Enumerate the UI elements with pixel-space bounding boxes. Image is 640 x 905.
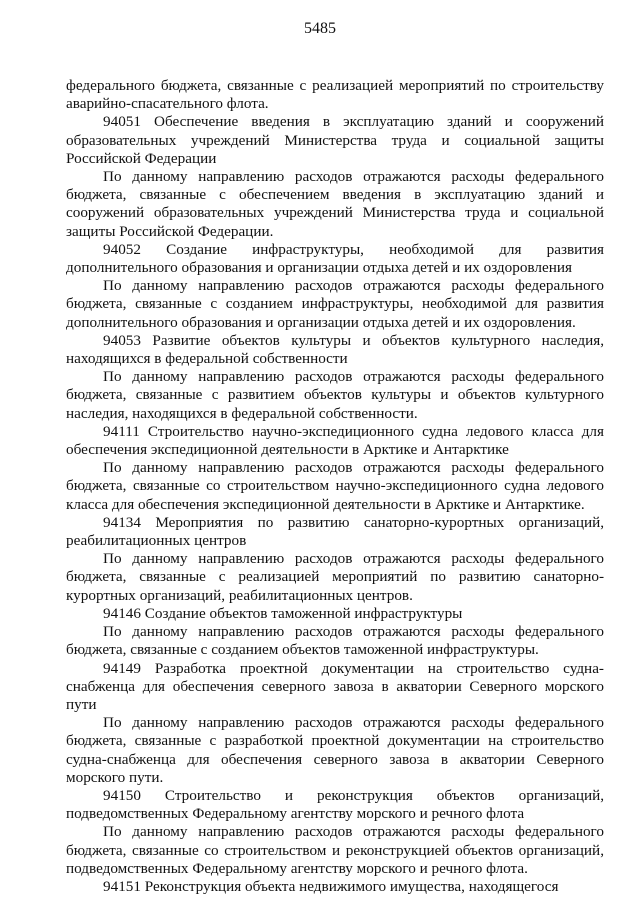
- paragraph: По данному направлению расходов отражаются расходы федерального бюджета, связанные с разработкой проектной документации на строительство судна-снабженца для обеспечения северного завоза в акватории Северного морского пути.: [66, 714, 604, 786]
- section-heading: 94111 Строительство научно-экспедиционного судна ледового класса для обеспечения экспедиционной деятельности в Арктике и Антарктике: [66, 422, 604, 459]
- paragraph: По данному направлению расходов отражаются расходы федерального бюджета, связанные со строительством и реконструкцией объектов организаций, подведомственных Федеральному агентству морского и речного флота.: [66, 823, 604, 877]
- page-number: 5485: [304, 20, 336, 37]
- body-text: [66, 77, 604, 896]
- paragraph: По данному направлению расходов отражаются расходы федерального бюджета, связанные с созданием инфраструктуры, необходимой для развития дополнительного образования и организации отдыха детей и их оздоровления.: [66, 277, 604, 331]
- section-heading: 94053 Развитие объектов культуры и объектов культурного наследия, находящихся в федеральной собственности: [66, 331, 604, 368]
- section-heading: 94134 Мероприятия по развитию санаторно-курортных организаций, реабилитационных центров: [66, 513, 604, 550]
- section-heading: 94051 Обеспечение введения в эксплуатацию зданий и сооружений образовательных учреждений Министерства труда и социальной защиты Российской Федерации: [66, 113, 604, 167]
- paragraph: федерального бюджета, связанные с реализацией мероприятий по строительству аварийно-спасательного флота.: [66, 77, 604, 113]
- paragraph: По данному направлению расходов отражаются расходы федерального бюджета, связанные с развитием объектов культуры и объектов культурного наследия, находящихся в федеральной собственности.: [66, 368, 604, 422]
- paragraph: По данному направлению расходов отражаются расходы федерального бюджета, связанные со строительством научно-экспедиционного судна ледового класса для обеспечения экспедиционной деятельности в Арктике и Антарктике.: [66, 459, 604, 513]
- section-heading: 94151 Реконструкция объекта недвижимого имущества, находящегося: [103, 877, 559, 895]
- section-heading: 94052 Создание инфраструктуры, необходимой для развития дополнительного образования и организации отдыха детей и их оздоровления: [66, 240, 604, 277]
- section-heading: 94146 Создание объектов таможенной инфраструктуры: [103, 604, 463, 622]
- paragraph: По данному направлению расходов отражаются расходы федерального бюджета, связанные с реализацией мероприятий по развитию санаторно-курортных организаций, реабилитационных центров.: [66, 550, 604, 604]
- paragraph: По данному направлению расходов отражаются расходы федерального бюджета, связанные с созданием объектов таможенной инфраструктуры.: [66, 623, 604, 659]
- section-heading: 94150 Строительство и реконструкция объектов организаций, подведомственных Федеральному агентству морского и речного флота: [66, 786, 604, 823]
- section-heading: 94149 Разработка проектной документации на строительство судна-снабженца для обеспечения северного завоза в акватории Северного морского пути: [66, 659, 604, 713]
- paragraph: По данному направлению расходов отражаются расходы федерального бюджета, связанные с обеспечением введения в эксплуатацию зданий и сооружений образовательных учреждений Министерства труда и социальной защиты Российской Федерации.: [66, 168, 604, 240]
